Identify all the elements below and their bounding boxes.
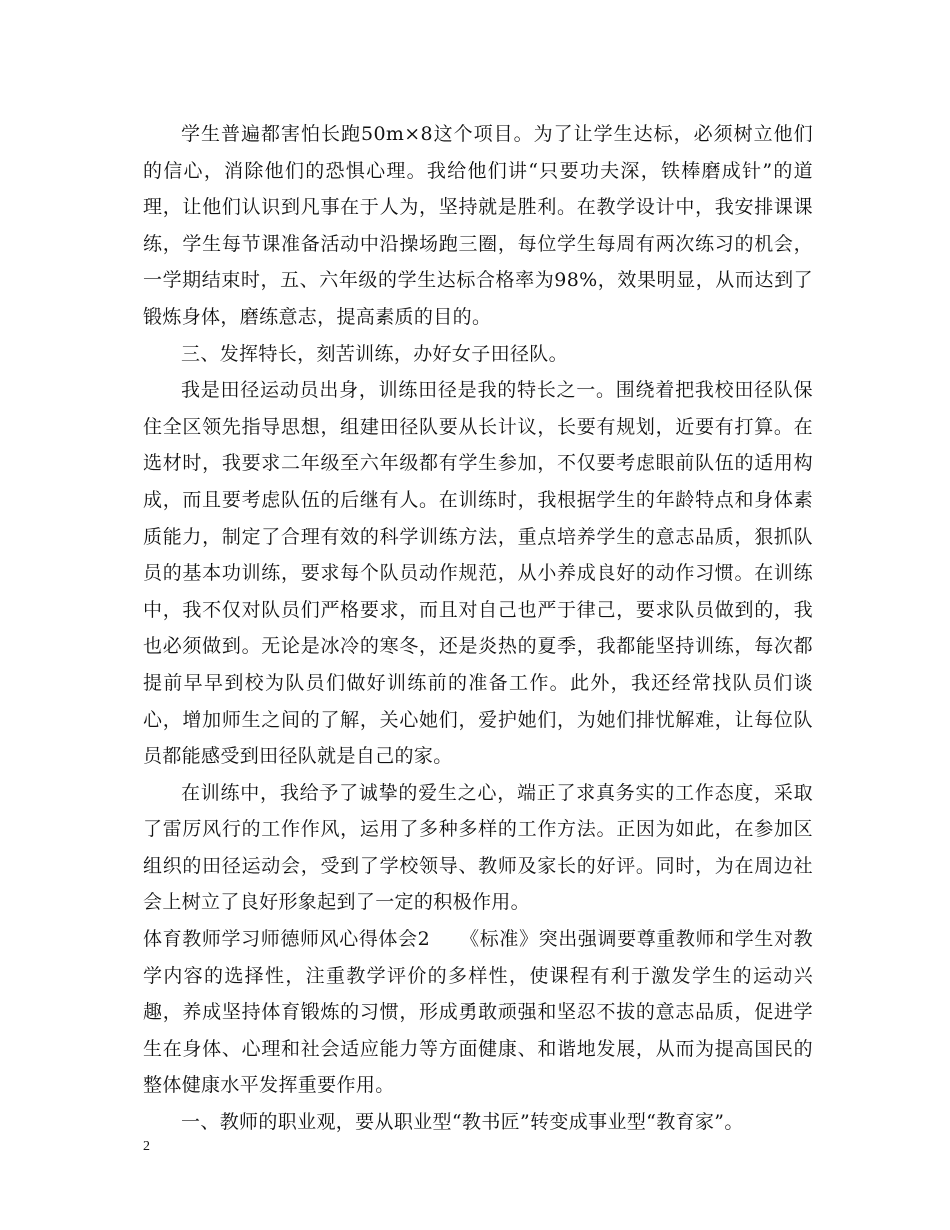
paragraph-track-team: 我是田径运动员出身，训练田径是我的特长之一。围绕着把我校田径队保住全区领先指导思想，组建田径队要从长计议，长要有规划，近要有打算。在选材时，我要求二年级至六年级都有学生参加，不仅要考虑眼前队伍的适用构成，而且要考虑队伍的后继有人。在训练时，我根据学生的年龄特点和身体素质能力，制定了合理有效的科学训练方法，重点培养学生的意志品质，狠抓队员的基本功训练，要求每个队员动作规范，从小养成良好的动作习惯。在训练中，我不仅对队员们严格要求，而且对自己也严于律己，要求队员做到的，我也必须做到。无论是冰冷的寒冬，还是炎热的夏季，我都能坚持训练，每次都提前早早到校为队员们做好训练前的准备工作。此外，我还经常找队员们谈心，增加师生之间的了解，关心她们，爱护她们，为她们排忧解难，让每位队员都能感受到田径队就是自己的家。 — [143, 379, 813, 768]
paragraph-running-training: 学生普遍都害怕长跑50m×8这个项目。为了让学生达标，必须树立他们的信心，消除他们的恐惧心理。我给他们讲“只要功夫深，铁棒磨成针”的道理，让他们认识到凡事在于人为，坚持就是胜利。在教学设计中，我安排课课练，学生每节课准备活动中沿操场跑三圈，每位学生每周有两次练习的机会，一学期结束时，五、六年级的学生达标合格率为98%，效果明显，从而达到了锻炼身体，磨练意志，提高素质的目的。 — [143, 123, 813, 328]
body-text — [143, 116, 813, 1141]
page-number: 2 — [143, 1139, 150, 1154]
paragraph-essay-two: 体育教师学习师德师风心得体会2 《标准》突出强调要尊重教师和学生对教学内容的选择性，注重教学评价的多样性，使课程有利于激发学生的运动兴趣，养成坚持体育锻炼的习惯，形成勇敢顽强和坚忍不拔的意志品质，促进学生在身体、心理和社会适应能力等方面健康、和谐地发展，从而为提高国民的整体健康水平发挥重要作用。 — [143, 928, 813, 1097]
paragraph-training-attitude: 在训练中，我给予了诚挚的爱生之心，端正了求真务实的工作态度，采取了雷厉风行的工作作风，运用了多种多样的工作方法。正因为如此，在参加区组织的田径运动会，受到了学校领导、教师及家长的好评。同时，为在周边社会上树立了良好形象起到了一定的积极作用。 — [143, 781, 813, 914]
section-heading-one: 一、教师的职业观，要从职业型“教书匠”转变成事业型“教育家”。 — [181, 1111, 744, 1134]
section-heading-three: 三、发挥特长，刻苦训练，办好女子田径队。 — [181, 342, 569, 365]
